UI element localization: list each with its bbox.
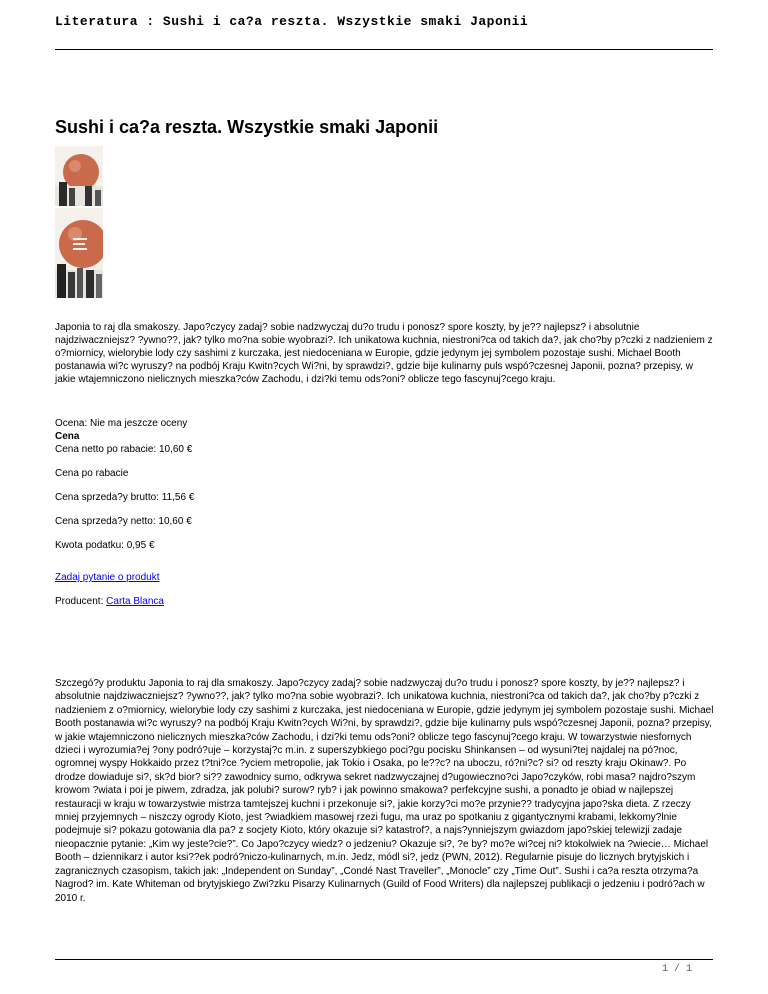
gross-sale-price: Cena sprzeda?y brutto: 11,56 € (55, 492, 195, 503)
product-description: Japonia to raj dla smakoszy. Japo?czycy zadaj? sobie nadzwyczaj du?o trudu i ponosz? spore koszty, by je?? najlepsz? i absolutnie najdziwaczniejsz? ?ywno??, jak? tylko mo?na sobie wyobrazi?. Ich unikatowa kuchnia, niestroni?ca od takich da?, jak cho?by p?czki z nadzieniem z o?miornicy, wielorybie lody czy sashimi z kurczaka, jest niedoceniana w Europie, gdzie jedynym jej symbolem pozostaje sushi. Michael Booth postanawia wi?c wyruszy? na podbój Kraju Kwitn?cych Wi?ni, by sprawdzi?, gdzie bije kulinarny puls wspó?czesnej Japonii, pozna? przepisy, w jakie wtajemniczono nielicznych mieszka?ców Zachodu, i dzi?ki temu ods?oni? oblicze tego fascynuj?cego kraju. (55, 322, 713, 385)
net-sale-price: Cena sprzeda?y netto: 10,60 € (55, 516, 192, 527)
product-images (55, 146, 105, 298)
ask-question-row (55, 571, 160, 584)
ask-question-link[interactable]: Zadaj pytanie o produkt (55, 572, 160, 583)
producer-row (55, 595, 164, 608)
running-header: Literatura : Sushi i ca?a reszta. Wszystkie smaki Japonii (55, 14, 529, 29)
price-heading-label: Cena (55, 431, 80, 442)
producer-label: Producent: (55, 596, 104, 607)
price-heading (55, 430, 79, 443)
price-after-discount: Cena po rabacie (55, 468, 129, 479)
product-details: Szczegó?y produktu Japonia to raj dla smakoszy. Japo?czycy zadaj? sobie nadzwyczaj du?o trudu i ponosz? spore koszty, by je?? najlepsz? i absolutnie najdziwaczniejsz? ?ywno??, jak? tylko mo?na sobie wyobrazi?. Ich unikatowa kuchnia, niestroni?ca od takich da?, jak cho?by p?czki z nadzieniem z o?miornicy, wielorybie lody czy sashimi z kurczaka, jest niedoceniana w Europie, gdzie jedynym jej symbolem pozostaje sushi. Michael Booth postanawia wi?c wyruszy? na podbój Kraju Kwitn?cych Wi?ni, by sprawdzi?, gdzie bije kulinarny puls wspó?czesnej Japonii, pozna? przepisy, w jakie wtajemniczono nielicznych mieszka?ców Zachodu, i dzi?ki temu ods?oni? oblicze tego fascynuj?cego kraju. W towarzystwie niesfornych dzieci i wyrozumia?ej ?ony podró?uje – korzystaj?c m.in. z superszybkiego poci?gu pocisku Shinkansen – od wysuni?tej najdalej na pó?noc, ogromnej wyspy Hokkaido przez t?tni?ce ?yciem metropolie, jak Tokio i Osaka, po le??c? na uboczu, ró?ni?c? si? od reszty kraju Okinaw?. Po drodze dowiaduje si?, sk?d bior? si?? zawodnicy sumo, odkrywa sekret nadzwyczajnej d?ugowieczno?ci Japo?czyków, robi masa? najdro?szym krowom ?wiata i poi je piwem, zdradza, jak polubi? surow? ryb? i jak powinno smakowa? perfekcyjne sushi, a ponadto je obiad w najlepszej restauracji w kraju w towarzystwie mistrza tamtejszej kuchni i przekonuje si?, jakie korzy?ci mo?e przynie?? tradycyjna japo?ska dieta. Z rzeczy mniej przyjemnych – niszczy ogrody Kioto, jest ?wiadkiem masowej rzezi fugu, ma uraz po spotkaniu z gigantycznymi krabami, lekkomy?lnie podejmuje si? pokazu gotowania dla pa? z socjety Kioto, który okazuje si? katastrof?, a najs?ynniejszym gwiazdom japo?skiej telewizji zadaje nieopacznie pytanie: „Kim wy jeste?cie?”. Co Japo?czycy wiedz? o jedzeniu? Okazuje si?, ?e by? mo?e wi?cej ni? ktokolwiek na ?wiecie… Michael Booth – dziennikarz i autor ksi??ek podró?niczo-kulinarnych, m.in. Jedz, módl si?, jedz (PWN, 2012). Regularnie pisuje do licznych brytyjskich i zagranicznych czasopism, takich jak: „Independent on Sunday”, „Condé Nast Traveller”, „Monocle” czy „Time Out”. Sushi i ca?a reszta otrzyma?a Nagrod? im. Kate Whiteman od brytyjskiego Zwi?zku Pisarzy Kulinarnych (Guild of Food Writers) dla najlepszej publikacji o jedzeniu i podró?ach w 2010 r. (55, 678, 714, 904)
header-divider (55, 49, 713, 50)
tax-amount: Kwota podatku: 0,95 € (55, 540, 155, 551)
book-cover-image[interactable] (55, 208, 103, 298)
product-title: Sushi i ca?a reszta. Wszystkie smaki Japonii (55, 117, 439, 137)
rating-text: Ocena: Nie ma jeszcze oceny (55, 418, 188, 429)
net-price-after-discount: Cena netto po rabacie: 10,60 € (55, 444, 193, 455)
page-number: 1 / 1 (662, 964, 693, 975)
footer-divider (55, 959, 713, 960)
producer-link[interactable]: Carta Blanca (106, 596, 164, 607)
book-cover-thumbnail[interactable] (55, 146, 103, 206)
